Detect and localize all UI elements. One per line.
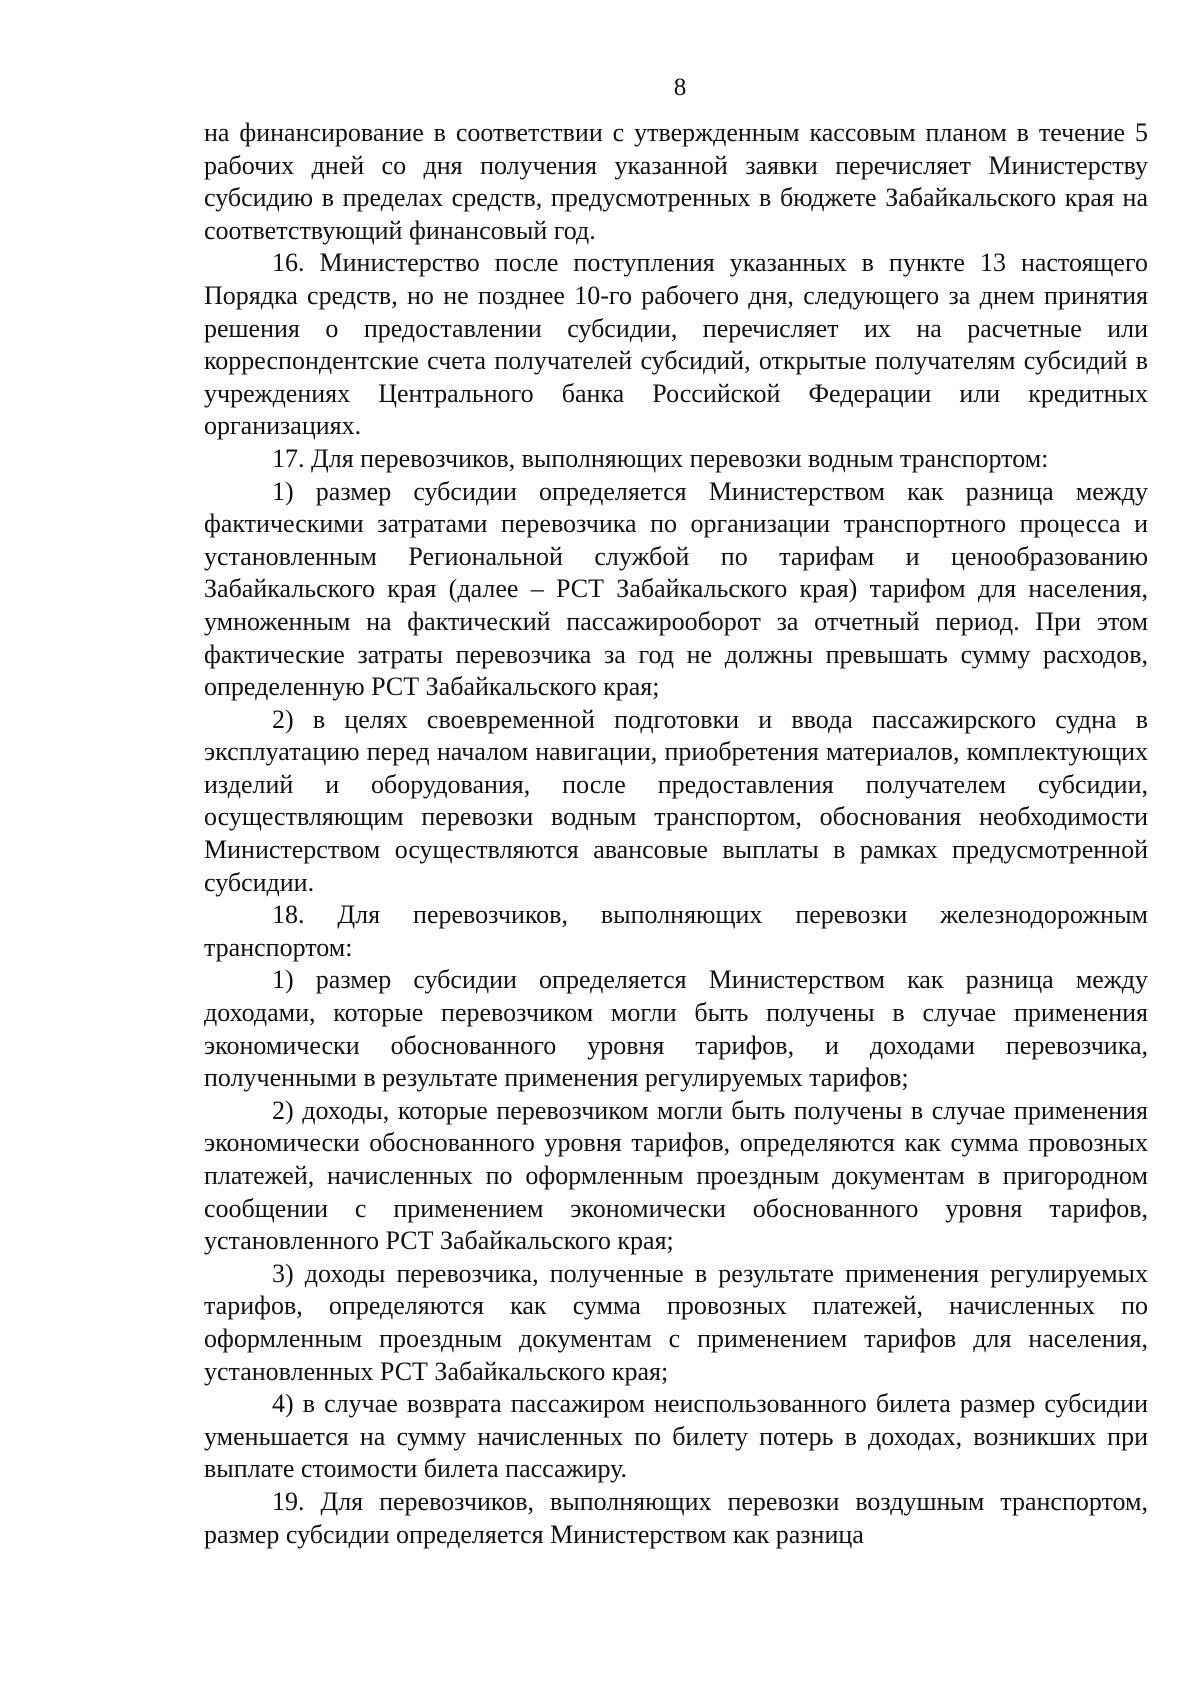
paragraph-item-18-2: 2) доходы, которые перевозчиком могли быть получены в случае применения экономически обоснованного уровня тарифов, определяются как сумма провозных платежей, начисленных по оформленным проездным документам в пригородном сообщении с применением экономически обоснованного уровня тарифов, установленного РСТ Забайкальского края; (204, 1095, 1148, 1256)
paragraph-item-17: 17. Для перевозчиков, выполняющих перевозки водным транспортом: (272, 443, 1049, 473)
paragraph-item-17-2: 2) в целях своевременной подготовки и ввода пассажирского судна в эксплуатацию перед началом навигации, приобретения материалов, комплектующих изделий и оборудования, после предоставления получателем субсидии, осуществляющим перевозки водным транспортом, обоснования необходимости Министерством осуществляются авансовые выплаты в рамках предусмотренной субсидии. (204, 704, 1148, 897)
document-body (204, 117, 1148, 1551)
paragraph-item-18-3: 3) доходы перевозчика, полученные в результате применения регулируемых тарифов, определяются как сумма провозных платежей, начисленных по оформленным проездным документам с применением тарифов для населения, установленных РСТ Забайкальского края; (204, 1258, 1148, 1386)
paragraph-item-19: 19. Для перевозчиков, выполняющих перевозки воздушным транспортом, размер субсидии определяется Министерством как разница (204, 1486, 1148, 1549)
paragraph-continuation: на финансирование в соответствии с утвержденным кассовым планом в течение 5 рабочих дней со дня получения указанной заявки перечисляет Министерству субсидию в пределах средств, предусмотренных в бюджете Забайкальского края на соответствующий финансовый год. (204, 118, 1148, 245)
paragraph-item-17-1: 1) размер субсидии определяется Министерством как разница между фактическими затратами перевозчика по организации транспортного процесса и установленным Региональной службой по тарифам и ценообразованию Забайкальского края (далее – РСТ Забайкальского края) тарифом для населения, умноженным на фактический пассажирооборот за отчетный период. При этом фактические затраты перевозчика за год не должны превышать сумму расходов, определенную РСТ Забайкальского края; (204, 476, 1148, 702)
page-number: 8 (673, 74, 687, 101)
paragraph-item-18: 18. Для перевозчиков, выполняющих перевозки железнодорожным транспортом: (204, 900, 1148, 962)
paragraph-item-16: 16. Министерство после поступления указанных в пункте 13 настоящего Порядка средств, но не позднее 10-го рабочего дня, следующего за днем принятия решения о предоставлении субсидии, перечисляет их на расчетные или корреспондентские счета получателей субсидий, открытые получателям субсидий в учреждениях Центрального банка Российской Федерации или кредитных организациях. (204, 248, 1148, 441)
paragraph-item-18-4: 4) в случае возврата пассажиром неиспользованного билета размер субсидии уменьшается на сумму начисленных по билету потерь в доходах, возникших при выплате стоимости билета пассажиру. (204, 1389, 1148, 1484)
paragraph-item-18-1: 1) размер субсидии определяется Министерством как разница между доходами, которые перевозчиком могли быть получены в случае применения экономически обоснованного уровня тарифов, и доходами перевозчика, полученными в результате применения регулируемых тарифов; (204, 965, 1148, 1093)
